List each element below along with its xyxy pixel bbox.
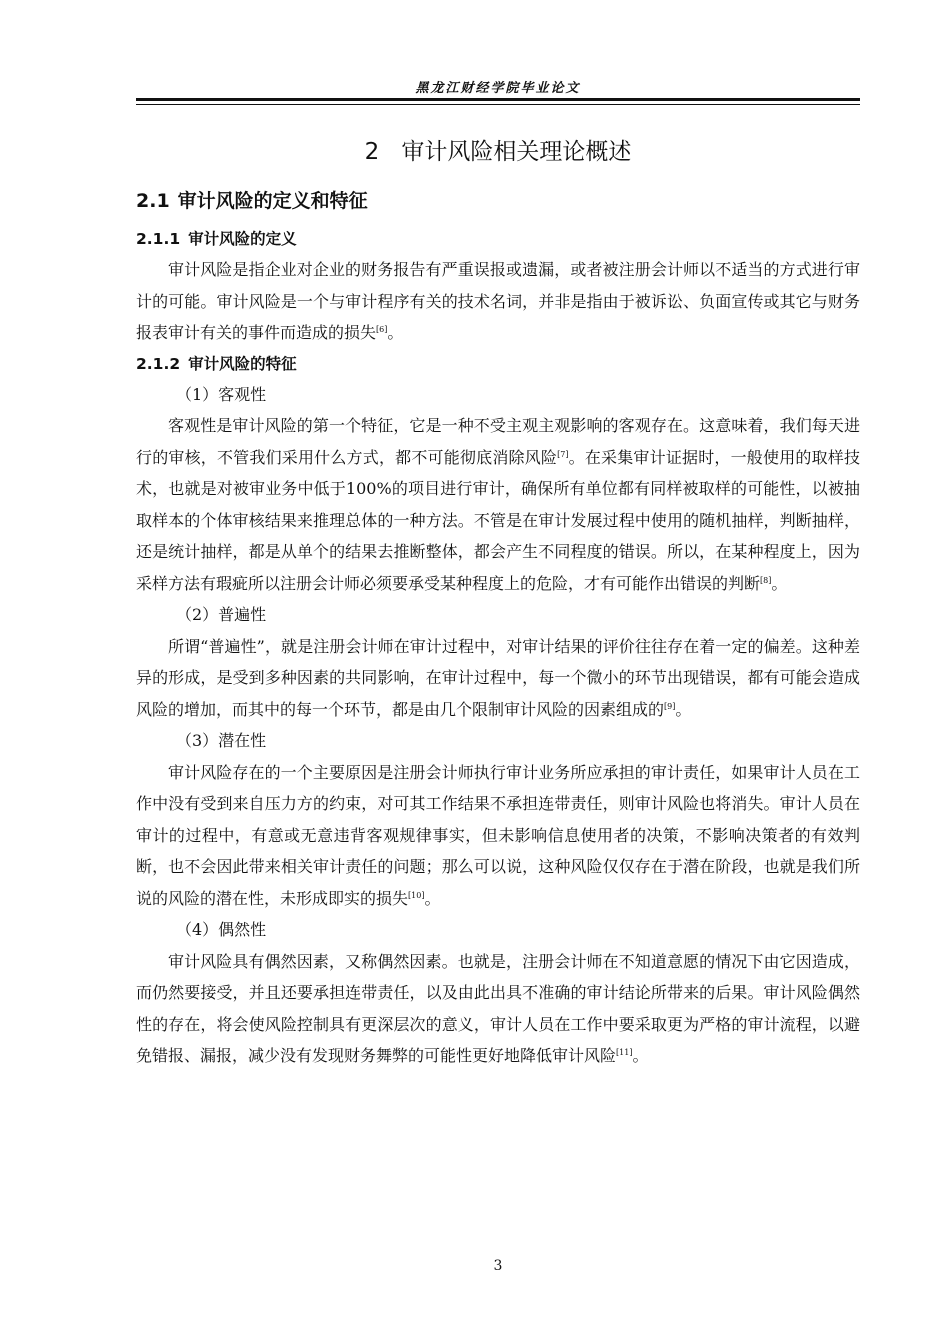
- paragraph-tail: 。: [387, 323, 404, 342]
- paragraph-tail: 。: [771, 573, 788, 593]
- citation-6[interactable]: [6]: [376, 325, 388, 334]
- contingency-paragraph: [136, 946, 860, 1072]
- objectivity-paragraph: [136, 410, 860, 599]
- citation-7[interactable]: [7]: [557, 449, 569, 459]
- page-number: 3: [493, 1258, 503, 1274]
- item-heading-objectivity: （1）客观性: [176, 384, 267, 404]
- item-heading-contingency: （4）偶然性: [176, 920, 267, 939]
- section-2-1-1-heading: [136, 224, 860, 254]
- section-number: 2.1: [136, 190, 170, 212]
- chapter-title-text: 审计风险相关理论概述: [401, 139, 632, 165]
- citation-9[interactable]: [9]: [664, 701, 676, 711]
- definition-paragraph: [136, 254, 860, 349]
- paragraph-tail: 。: [632, 1046, 649, 1065]
- paragraph-text: 审计风险是指企业对企业的财务报告有严重误报或遗漏，或者被注册会计师以不适当的方式进行审计的可能。审计风险是一个与审计程序有关的技术名词，并非是指由于被诉讼、负面宣传或其它与财务报表审计有关的事件而造成的损失: [136, 260, 860, 342]
- paragraph-tail: 。: [424, 888, 441, 908]
- chapter-title: [136, 133, 860, 166]
- paragraph-text: 审计风险具有偶然因素，又称偶然因素。也就是，注册会计师在不知道意愿的情况下由它因造成，而仍然要接受，并且还要承担连带责任，以及由此出具不准确的审计结论所带来的后果。审计风险偶然性的存在，将会使风险控制具有更深层次的意义，审计人员在工作中要采取更为严格的审计流程，以避免错报、漏报，减少没有发现财务舞弊的可能性更好地降低审计风险: [136, 951, 860, 1065]
- subsection-title: 审计风险的特征: [188, 354, 297, 373]
- subsection-title: 审计风险的定义: [188, 230, 297, 248]
- citation-11[interactable]: [11]: [616, 1048, 633, 1057]
- body-content: [136, 184, 860, 1072]
- latency-paragraph: [136, 757, 860, 915]
- subsection-number: 2.1.1: [136, 230, 181, 248]
- paragraph-text: 。在采集审计证据时，一般使用的取样技术，也就是对被审业务中低于100%的项目进行审计，确保所有单位都有同样被取样的可能性，以被抽取样本的个体审核结果来推理总体的一种方法。不管是在审计发展过程中使用的随机抽样，判断抽样，还是统计抽样，都是从单个的结果去推断整体，都会产生不同程度的错误。所以，在某种程度上，因为采样方法有瑕疵所以注册会计师必须要承受某种程度上的危险，才有可能作出错误的判断: [136, 447, 860, 593]
- paragraph-text: 审计风险存在的一个主要原因是注册会计师执行审计业务所应承担的审计责任，如果审计人员在工作中没有受到来自压力方的约束，对可其工作结果不承担连带责任，则审计风险也将消失。审计人员在审计的过程中，有意或无意违背客观规律事实，但未影响信息使用者的决策，不影响决策者的有效判断，也不会因此带来相关审计责任的问题；那么可以说，这种风险仅仅存在于潜在阶段，也就是我们所说的风险的潜在性，未形成即实的损失: [136, 762, 860, 908]
- section-2-1-2-heading: [136, 349, 860, 379]
- item-heading-latency: （3）潜在性: [176, 731, 267, 750]
- section-title: 审计风险的定义和特征: [177, 190, 368, 212]
- header-rule-thin: [136, 104, 860, 105]
- item-heading-universality: （2）普遍性: [176, 605, 267, 624]
- universality-paragraph: [136, 631, 860, 726]
- section-2-1-heading: [136, 184, 860, 218]
- paragraph-tail: 。: [675, 699, 692, 719]
- citation-10[interactable]: [10]: [408, 890, 425, 900]
- paragraph-text: 客观性是审计风险的第一个特征，它是一种不受主观主观影响的客观存在。这意味着，我们每天进行的审核，不管我们采用什么方式，都不可能彻底消除风险: [136, 416, 860, 467]
- running-header: 黑龙江财经学院毕业论文: [415, 81, 581, 96]
- subsection-number: 2.1.2: [136, 354, 181, 373]
- chapter-number: 2: [364, 139, 380, 165]
- citation-8[interactable]: [8]: [760, 575, 772, 585]
- paragraph-text: 所谓“普遍性”，就是注册会计师在审计过程中，对审计结果的评价往往存在着一定的偏差。这种差异的形成，是受到多种因素的共同影响，在审计过程中，每一个微小的环节出现错误，都有可能会造成风险的增加，而其中的每一个环节，都是由几个限制审计风险的因素组成的: [136, 636, 860, 719]
- header-rule-thick: [136, 98, 860, 101]
